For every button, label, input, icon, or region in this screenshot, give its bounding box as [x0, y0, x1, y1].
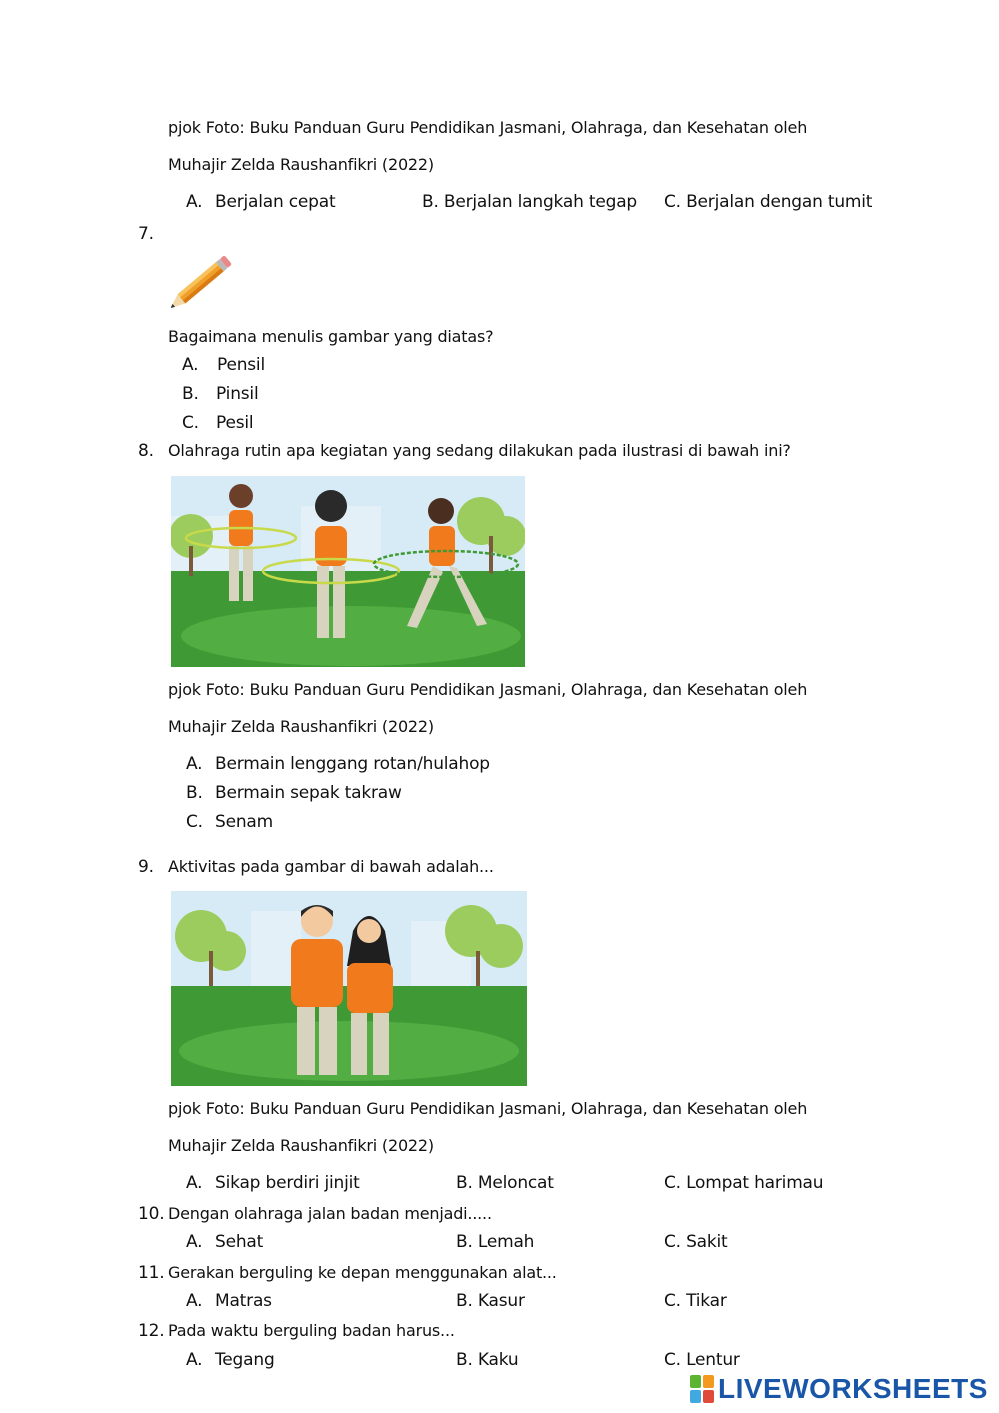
- q8-number: 8.: [138, 441, 154, 461]
- q12-number: 12.: [138, 1321, 165, 1341]
- q12-question: Pada waktu berguling badan harus...: [168, 1321, 455, 1340]
- q8-option-b-letter[interactable]: B.: [186, 783, 203, 803]
- q11-option-c[interactable]: C. Tikar: [664, 1291, 727, 1311]
- q11-option-b[interactable]: B. Kasur: [456, 1291, 525, 1311]
- q10-question: Dengan olahraga jalan badan menjadi.....: [168, 1204, 492, 1223]
- q7-option-b-letter[interactable]: B.: [182, 384, 199, 404]
- q7-option-c[interactable]: Pesil: [216, 413, 254, 433]
- q6-option-b[interactable]: B. Berjalan langkah tegap: [422, 192, 638, 212]
- q9-caption-line2: Muhajir Zelda Raushanfikri (2022): [168, 1136, 434, 1155]
- q10-option-c[interactable]: C. Sakit: [664, 1232, 728, 1252]
- q9-number: 9.: [138, 857, 154, 877]
- q8-option-c-letter[interactable]: C.: [186, 812, 203, 832]
- q12-option-c[interactable]: C. Lentur: [664, 1350, 740, 1370]
- q10-option-a[interactable]: Sehat: [215, 1232, 264, 1252]
- q8-option-a[interactable]: Bermain lenggang rotan/hulahop: [215, 754, 490, 774]
- standing-kids-illustration: [171, 891, 527, 1086]
- q12-option-a-letter[interactable]: A.: [186, 1350, 203, 1370]
- pencil-icon: [166, 248, 238, 318]
- q9-option-c[interactable]: C. Lompat harimau: [664, 1173, 824, 1193]
- q11-option-a[interactable]: Matras: [215, 1291, 272, 1311]
- q10-option-a-letter[interactable]: A.: [186, 1232, 203, 1252]
- q6-option-a-letter[interactable]: A.: [186, 192, 203, 212]
- q11-question: Gerakan berguling ke depan menggunakan alat...: [168, 1263, 557, 1282]
- hula-hoop-illustration: [171, 476, 525, 667]
- q9-question: Aktivitas pada gambar di bawah adalah...: [168, 857, 494, 876]
- q6-option-c[interactable]: C. Berjalan dengan tumit: [664, 192, 873, 212]
- q8-question: Olahraga rutin apa kegiatan yang sedang dilakukan pada ilustrasi di bawah ini?: [168, 441, 791, 460]
- liveworksheets-logo-icon: [690, 1375, 714, 1403]
- q9-option-b[interactable]: B. Meloncat: [456, 1173, 554, 1193]
- q7-number: 7.: [138, 224, 154, 244]
- q10-option-b[interactable]: B. Lemah: [456, 1232, 535, 1252]
- q11-number: 11.: [138, 1263, 165, 1283]
- q9-option-a-letter[interactable]: A.: [186, 1173, 203, 1193]
- q7-option-a-letter[interactable]: A.: [182, 355, 199, 375]
- q9-caption-line1: pjok Foto: Buku Panduan Guru Pendidikan Jasmani, Olahraga, dan Kesehatan oleh: [168, 1099, 808, 1118]
- q6-option-a[interactable]: Berjalan cepat: [215, 192, 336, 212]
- q12-option-b[interactable]: B. Kaku: [456, 1350, 519, 1370]
- q8-caption-line1: pjok Foto: Buku Panduan Guru Pendidikan Jasmani, Olahraga, dan Kesehatan oleh: [168, 680, 808, 699]
- q6-caption-line1: pjok Foto: Buku Panduan Guru Pendidikan Jasmani, Olahraga, dan Kesehatan oleh: [168, 118, 808, 137]
- liveworksheets-logo-text: LIVEWORKSHEETS: [718, 1373, 988, 1404]
- q8-option-c[interactable]: Senam: [215, 812, 274, 832]
- q7-question: Bagaimana menulis gambar yang diatas?: [168, 327, 494, 346]
- liveworksheets-logo: [690, 1373, 988, 1405]
- q7-option-a[interactable]: Pensil: [217, 355, 265, 375]
- q7-option-c-letter[interactable]: C.: [182, 413, 199, 433]
- q9-option-a[interactable]: Sikap berdiri jinjit: [215, 1173, 360, 1193]
- q7-option-b[interactable]: Pinsil: [216, 384, 259, 404]
- q6-caption-line2: Muhajir Zelda Raushanfikri (2022): [168, 155, 434, 174]
- q12-option-a[interactable]: Tegang: [215, 1350, 275, 1370]
- q10-number: 10.: [138, 1204, 165, 1224]
- q8-option-a-letter[interactable]: A.: [186, 754, 203, 774]
- q11-option-a-letter[interactable]: A.: [186, 1291, 203, 1311]
- q8-option-b[interactable]: Bermain sepak takraw: [215, 783, 402, 803]
- q8-caption-line2: Muhajir Zelda Raushanfikri (2022): [168, 717, 434, 736]
